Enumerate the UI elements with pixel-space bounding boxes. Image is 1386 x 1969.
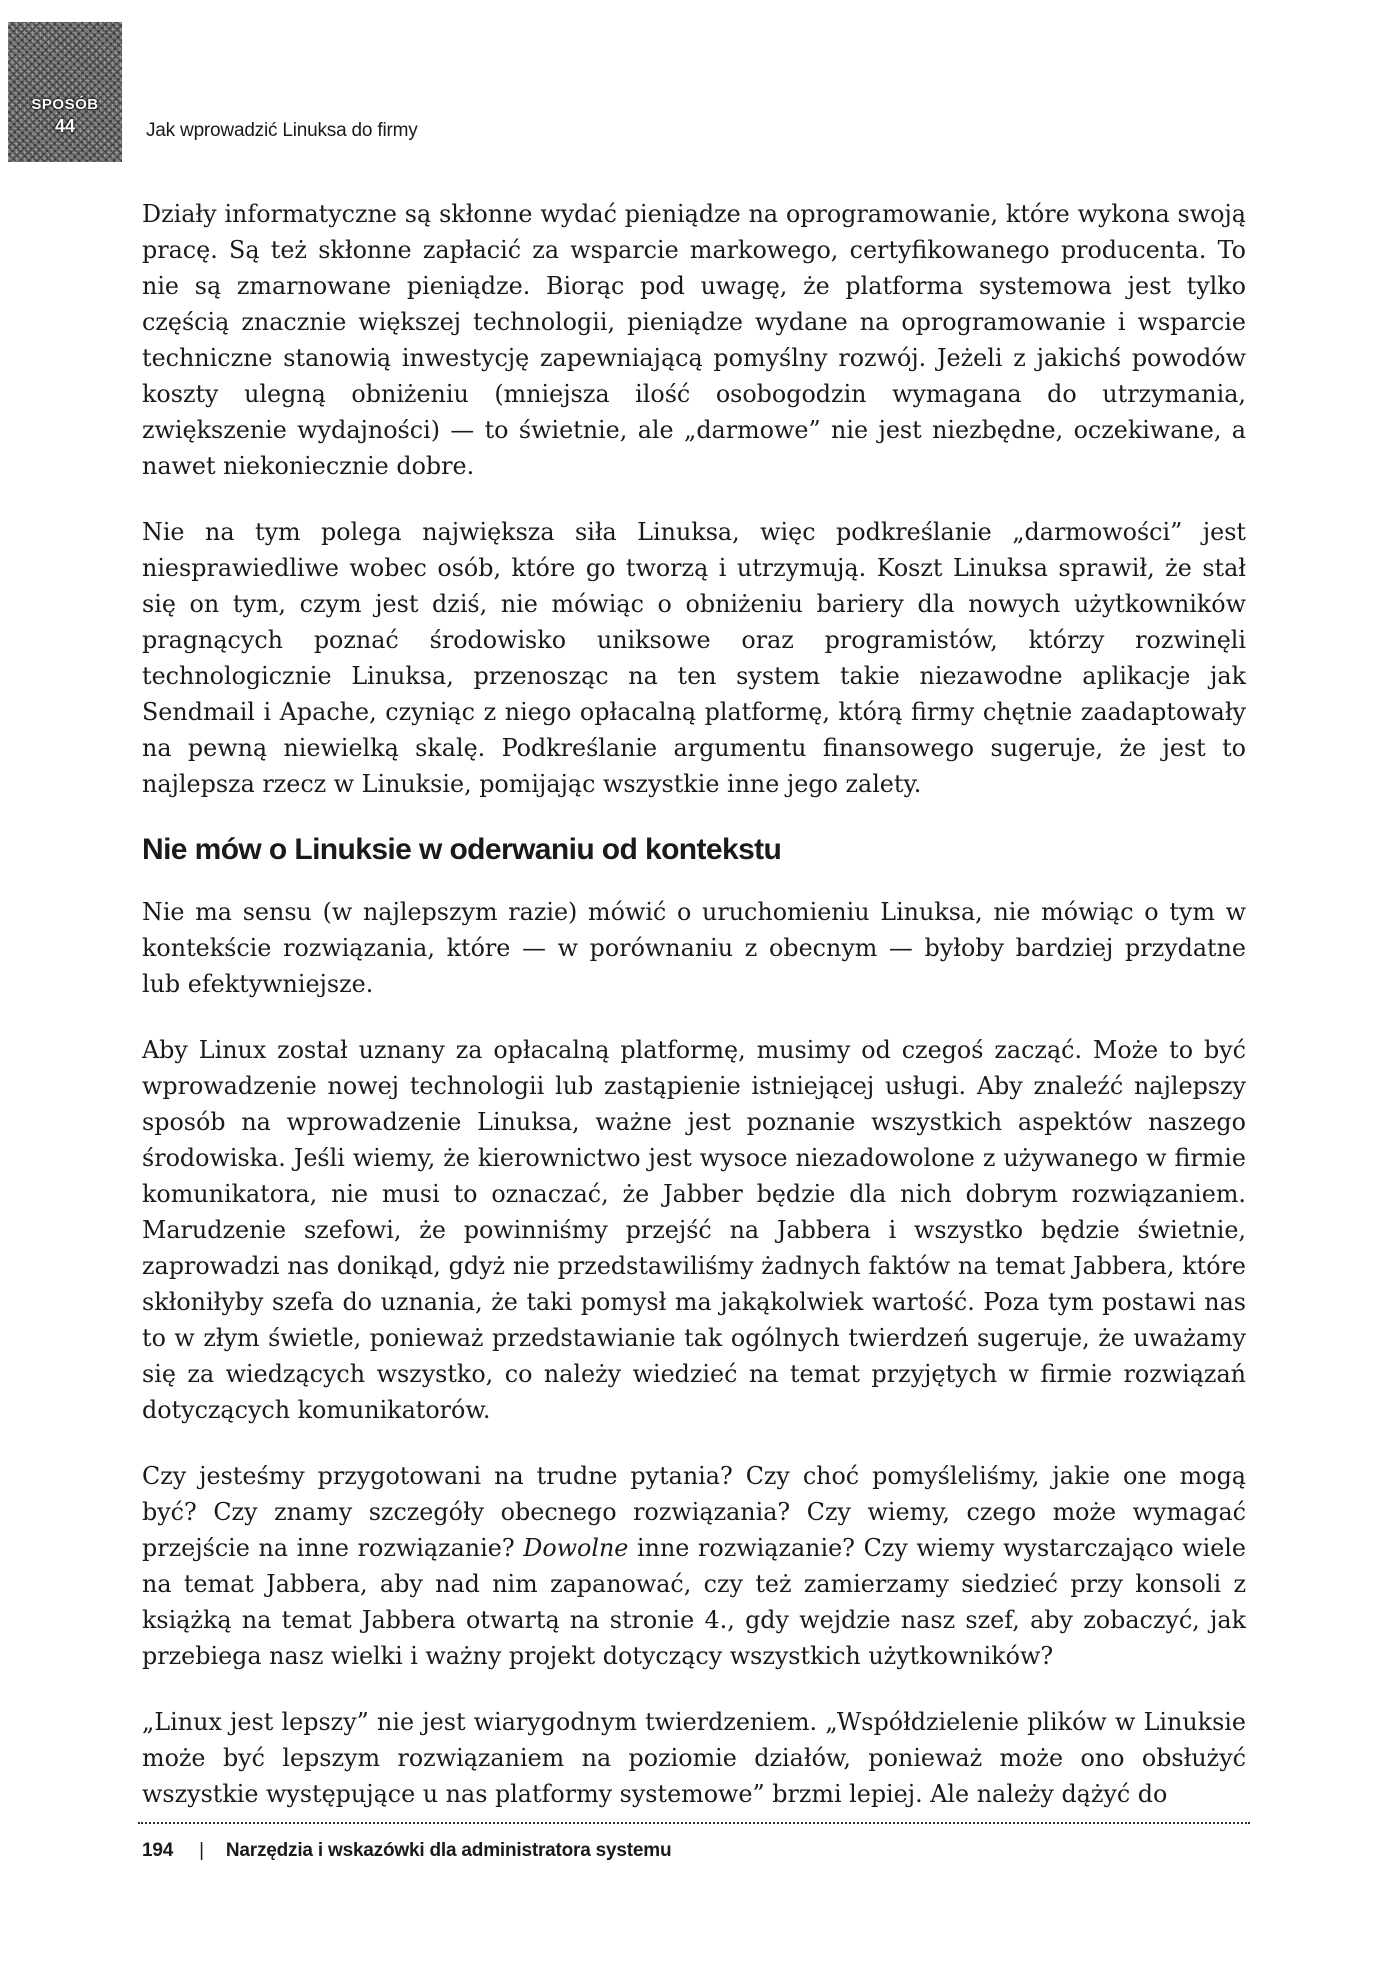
paragraph-3: Nie ma sensu (w najlepszym razie) mówić o uruchomieniu Linuksa, nie mówiąc o tym w kontekście rozwiązania, które — w porównaniu z obecnym — byłoby bardziej przydatne lub efektywniejsze. [142, 898, 1246, 998]
paragraph-1: Działy informatyczne są skłonne wydać pieniądze na oprogramowanie, które wykona swoją pracę. Są też skłonne zapłacić za wsparcie markowego, certyfikowanego producenta. To nie są zmarnowane pieniądze. Biorąc pod uwagę, że platforma systemowa jest tylko częścią znacznie większej technologii, pieniądze wydane na oprogramowanie i wsparcie techniczne stanowią inwestycję zapewniającą pomyślny rozwój. Jeżeli z jakichś powodów koszty ulegną obniżeniu (mniejsza ilość osobogodzin wymagana do utrzymania, zwiększenie wydajności) — to świetnie, ale „darmowe” nie jest niezbędne, oczekiwane, a nawet niekoniecznie dobre. [142, 200, 1246, 480]
book-title: Narzędzia i wskazówki dla administratora systemu [225, 1840, 672, 1861]
page-footer [142, 1840, 671, 1862]
paragraph-5-part-b: inne rozwiązanie? Czy wiemy wystarczająco wiele na temat Jabbera, aby nad nim zapanować, czy też zamierzamy siedzieć przy konsoli z książką na temat Jabbera otwartą na stronie 4., gdy wejdzie nasz szef, aby zobaczyć, jak przebiega nasz wielki i ważny projekt dotyczący wszystkich użytkowników? [142, 1534, 1246, 1670]
sposob-number: 44 [54, 116, 76, 136]
paragraph-5-emphasis: Dowolne [523, 1534, 629, 1562]
section-heading: Nie mów o Linuksie w oderwaniu od kontekstu [142, 833, 782, 866]
page-number: 194 [142, 1840, 174, 1861]
paragraph-4: Aby Linux został uznany za opłacalną platformę, musimy od czegoś zacząć. Może to być wprowadzenie nowej technologii lub zastąpienie istniejącej usługi. Aby znaleźć najlepszy sposób na wprowadzenie Linuksa, ważne jest poznanie wszystkich aspektów naszego środowiska. Jeśli wiemy, że kierownictwo jest wysoce niezadowolone z używanego w firmie komunikatora, nie musi to oznaczać, że Jabber będzie dla nich dobrym rozwiązaniem. Marudzenie szefowi, że powinniśmy przejść na Jabbera i wszystko będzie świetnie, zaprowadzi nas donikąd, gdyż nie przedstawiliśmy żadnych faktów na temat Jabbera, które skłoniłyby szefa do uznania, że taki pomysł ma jakąkolwiek wartość. Poza tym postawi nas to w złym świetle, ponieważ przedstawianie tak ogólnych twierdzeń sugeruje, że uważamy się za wiedzących wszystko, co należy wiedzieć na temat przyjętych w firmie rozwiązań dotyczących komunikatorów. [142, 1036, 1246, 1424]
footer-separator: | [199, 1840, 204, 1861]
sposob-badge [8, 22, 122, 162]
sposob-label: SPOSÓB [31, 96, 99, 113]
paragraph-2: Nie na tym polega największa siła Linuksa, więc podkreślanie „darmowości” jest niesprawiedliwe wobec osób, które go tworzą i utrzymują. Koszt Linuksa sprawił, że stał się on tym, czym jest dziś, nie mówiąc o obniżeniu bariery dla nowych użytkowników pragnących poznać środowisko uniksowe oraz programistów, którzy rozwinęli technologicznie Linuksa, przenosząc na ten system takie niezawodne aplikacje jak Sendmail i Apache, czyniąc z niego opłacalną platformę, którą firmy chętnie zaadaptowały na pewną niewielką skalę. Podkreślanie argumentu finansowego sugeruje, że jest to najlepsza rzecz w Linuksie, pomijając wszystkie inne jego zalety. [142, 518, 1246, 798]
page-body [142, 196, 1246, 1842]
paragraph-6: „Linux jest lepszy” nie jest wiarygodnym twierdzeniem. „Współdzielenie plików w Linuksie może być lepszym rozwiązaniem na poziomie działów, ponieważ może ono obsłużyć wszystkie występujące u nas platformy systemowe” brzmi lepiej. Ale należy dążyć do [142, 1708, 1246, 1808]
footer-divider [138, 1822, 1250, 1824]
paragraph-5 [142, 1458, 1246, 1674]
running-head: Jak wprowadzić Linuksa do firmy [146, 120, 418, 141]
paragraph-5-part-a: Czy jesteśmy przygotowani na trudne pytania? Czy choć pomyśleliśmy, jakie one mogą być? Czy znamy szczegóły obecnego rozwiązania? Czy wiemy, czego może wymagać przejście na inne rozwiązanie? [142, 1462, 1246, 1562]
